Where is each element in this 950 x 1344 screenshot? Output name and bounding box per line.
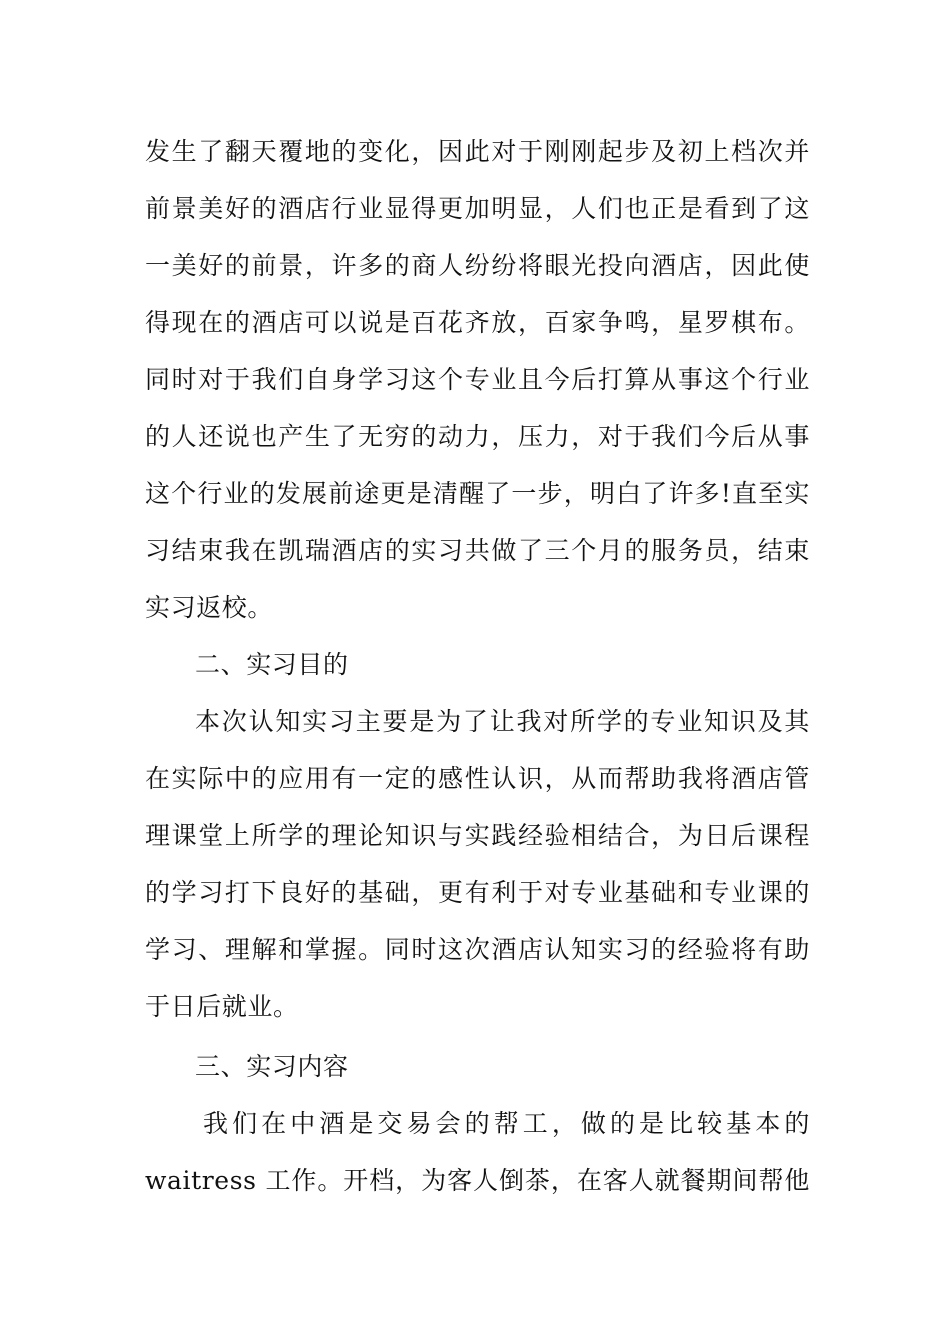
section-heading: 二、实习目的 — [195, 650, 349, 679]
paragraph-line: 实习返校。 — [145, 593, 274, 622]
paragraph-line: 发生了翻天覆地的变化，因此对于刚刚起步及初上档次并 — [145, 137, 810, 166]
paragraph-line: 本次认知实习主要是为了让我对所学的专业知识及其 — [195, 707, 810, 736]
paragraph-line: 同时对于我们自身学习这个专业且今后打算从事这个行业 — [145, 365, 810, 394]
paragraph-line: 的学习打下良好的基础，更有利于对专业基础和专业课的 — [145, 878, 810, 907]
paragraph-line: 得现在的酒店可以说是百花齐放，百家争鸣，星罗棋布。 — [145, 308, 810, 337]
paragraph-line: 这个行业的发展前途更是清醒了一步，明白了许多!直至实 — [145, 479, 810, 508]
paragraph-line: 理课堂上所学的理论知识与实践经验相结合，为日后课程 — [145, 821, 810, 850]
paragraph-line: 在实际中的应用有一定的感性认识，从而帮助我将酒店管 — [145, 764, 810, 793]
paragraph-line: waitress 工作。开档，为客人倒茶，在客人就餐期间帮他 — [145, 1166, 810, 1195]
paragraph-line: 我们在中酒是交易会的帮工，做的是比较基本的 — [203, 1109, 810, 1138]
paragraph-line: 前景美好的酒店行业显得更加明显，人们也正是看到了这 — [145, 194, 810, 223]
paragraph-line: 习结束我在凯瑞酒店的实习共做了三个月的服务员，结束 — [145, 536, 810, 565]
paragraph-line: 的人还说也产生了无穷的动力，压力，对于我们今后从事 — [145, 422, 810, 451]
paragraph-line: 学习、理解和掌握。同时这次酒店认知实习的经验将有助 — [145, 935, 810, 964]
paragraph-line: 一美好的前景，许多的商人纷纷将眼光投向酒店，因此使 — [145, 251, 810, 280]
section-heading: 三、实习内容 — [195, 1052, 349, 1081]
paragraph-line: 于日后就业。 — [145, 992, 299, 1021]
